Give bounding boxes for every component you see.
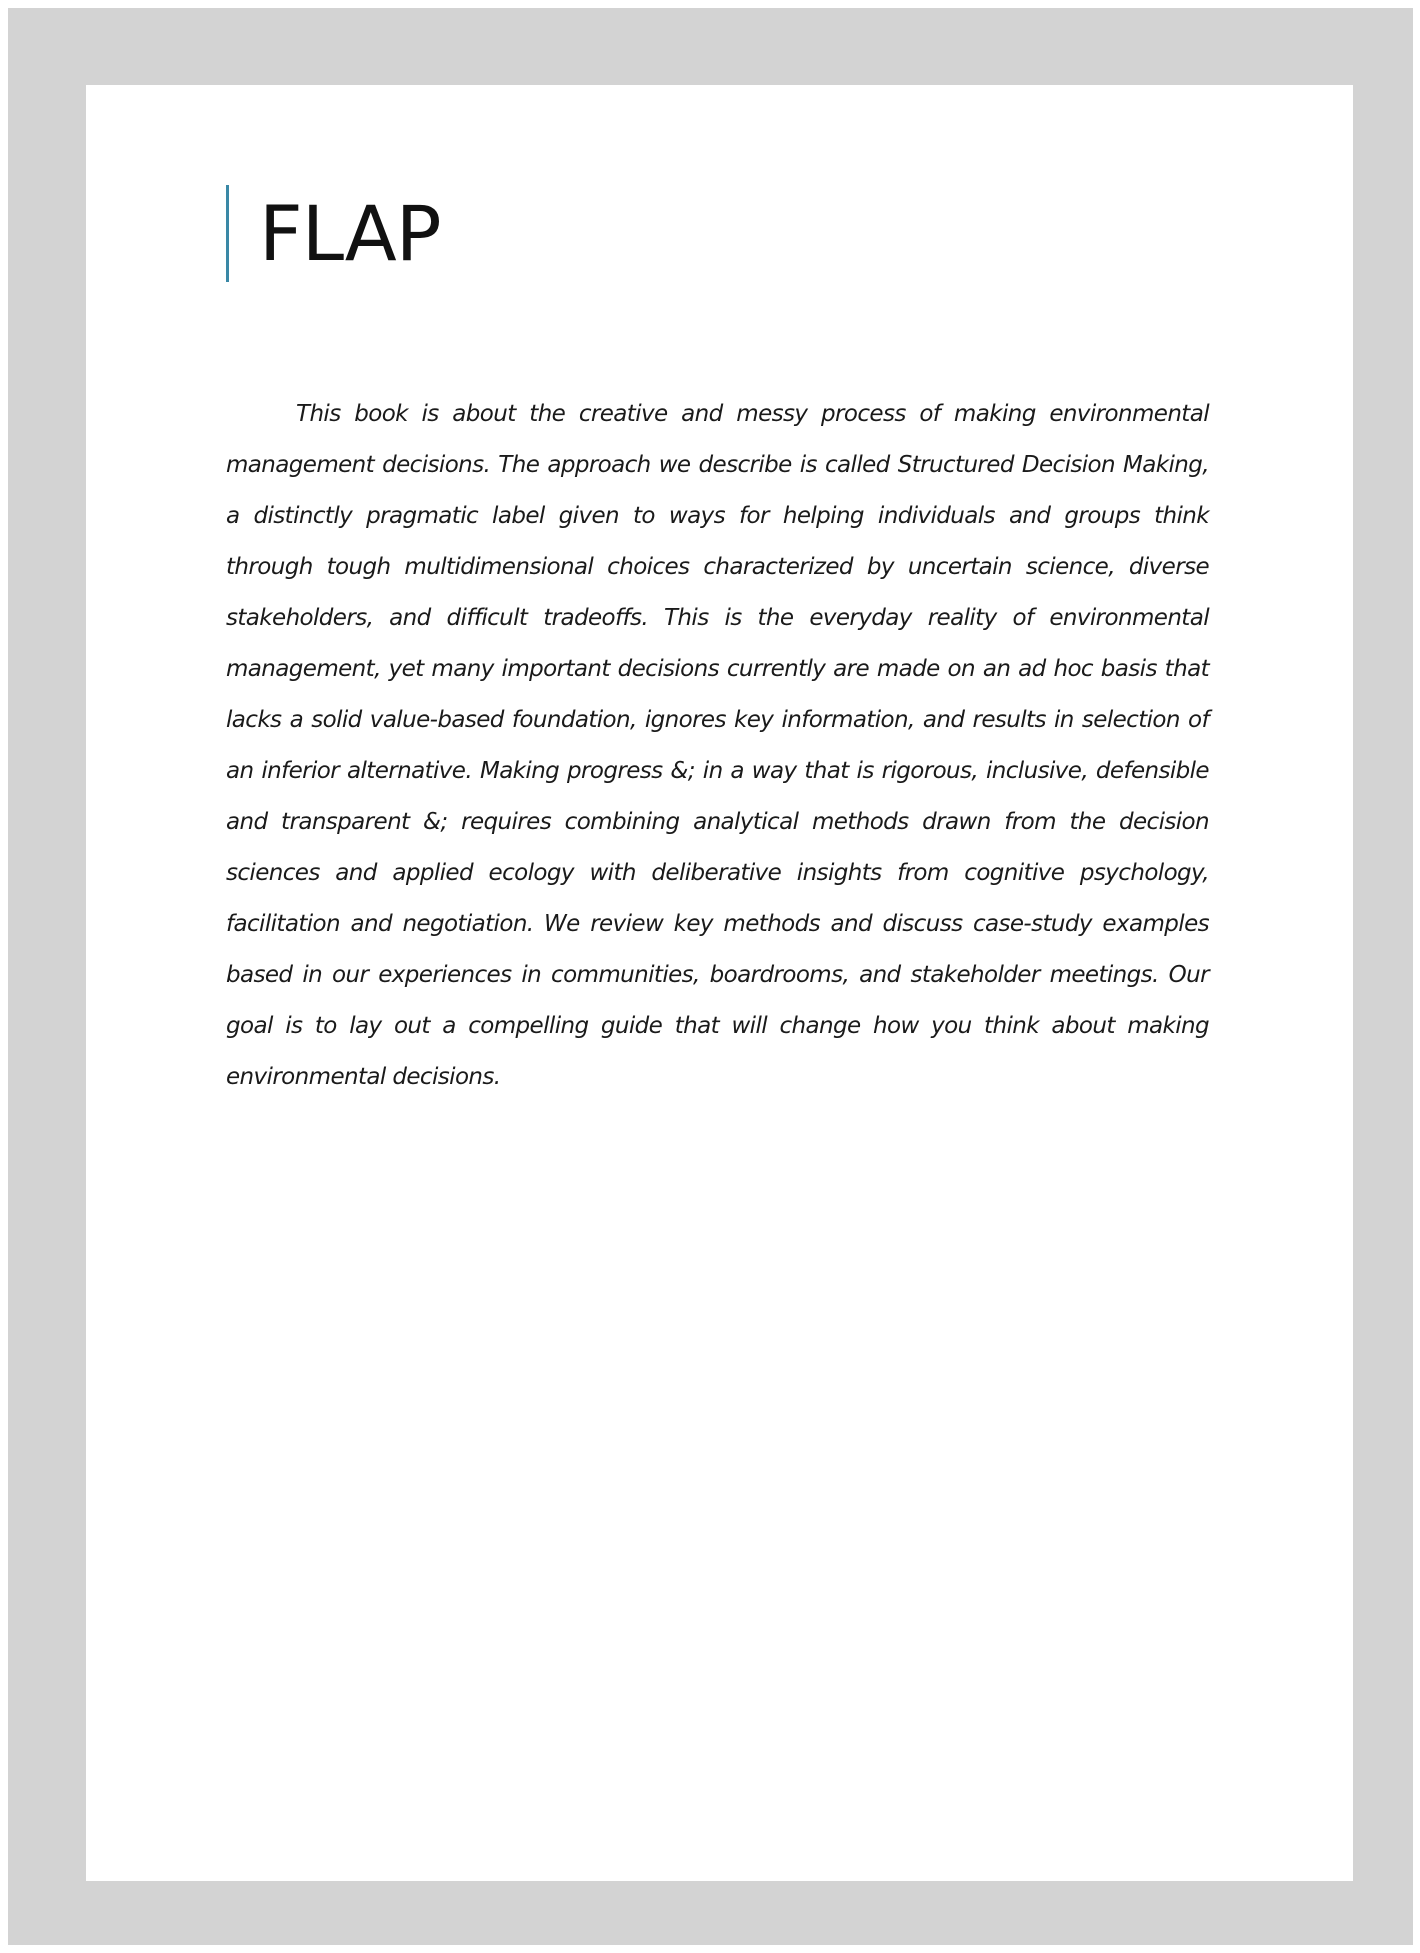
title-accent-bar	[226, 185, 229, 282]
page-title: FLAP	[259, 189, 441, 278]
document-page	[86, 85, 1353, 1881]
body-paragraph: This book is about the creative and messy process of making environmental management decisions. The approach we describe is called Structured Decision Making, a distinctly pragmatic label given to ways for helping individuals and groups think through tough multidimensional choices characterized by uncertain science, diverse stakeholders, and difficult tradeoffs. This is the everyday reality of environmental management, yet many important decisions currently are made on an ad hoc basis that lacks a solid value-based foundation, ignores key information, and results in selection of an inferior alternative. Making progress &; in a way that is rigorous, inclusive, defensible and transparent &; requires combining analytical methods drawn from the decision sciences and applied ecology with deliberative insights from cognitive psychology, facilitation and negotiation. We review key methods and discuss case-study examples based in our experiences in communities, boardrooms, and stakeholder meetings. Our goal is to lay out a compelling guide that will change how you think about making environmental decisions.	[226, 401, 1209, 1090]
page-frame	[8, 8, 1413, 1945]
